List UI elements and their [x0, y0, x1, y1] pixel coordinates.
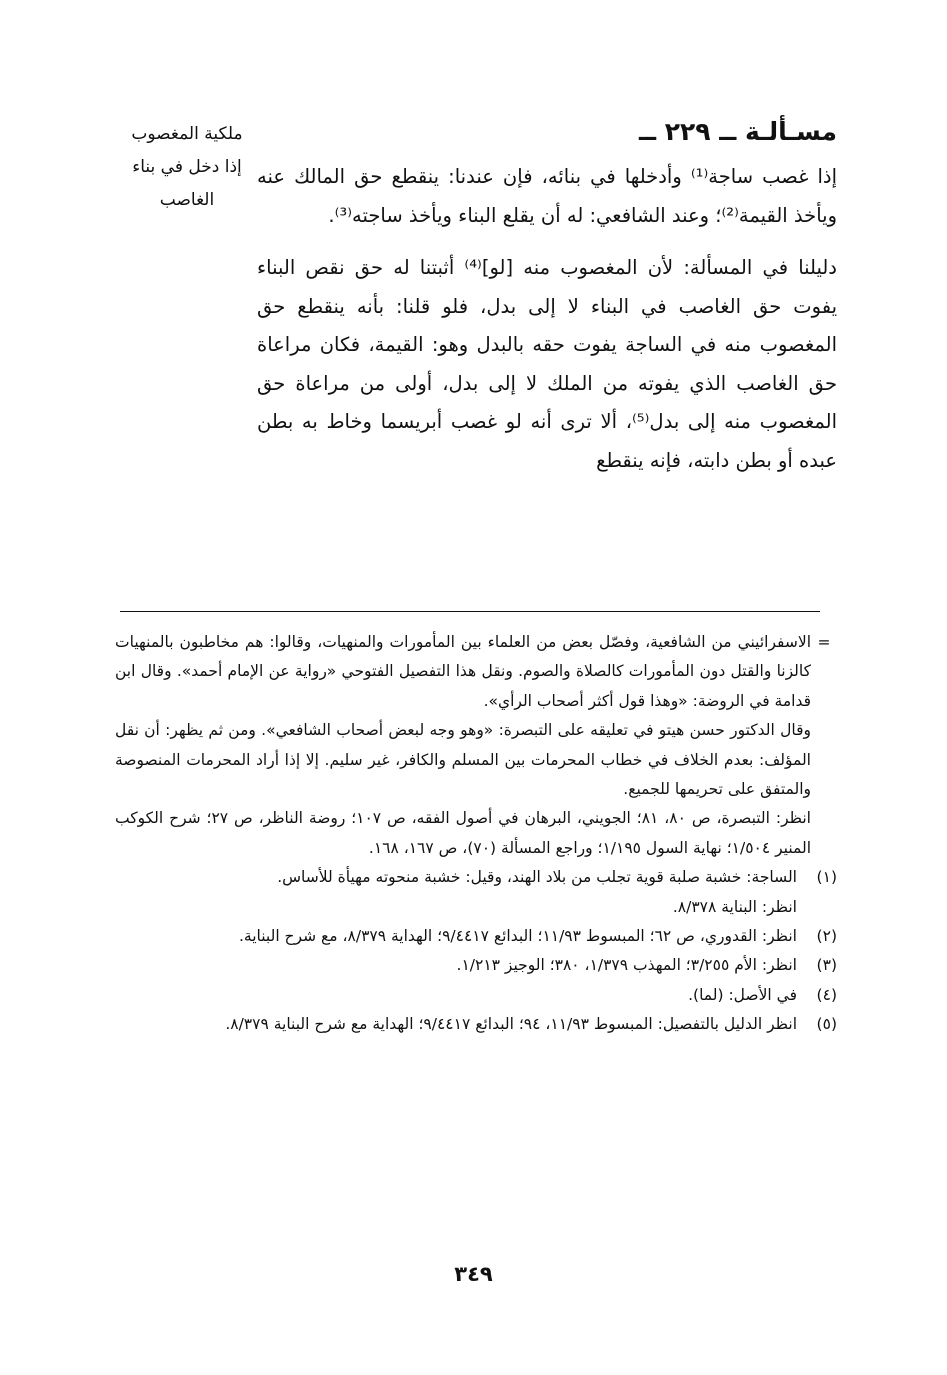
footnote-text: في الأصل: (لما). — [688, 985, 797, 1004]
footnote-item — [115, 922, 837, 951]
issue-title: مسـألـة ــ ٢٢٩ ــ — [638, 117, 837, 146]
margin-note — [117, 118, 257, 217]
footnote-number: (٢) — [816, 927, 837, 946]
footnote-text: الاسفرائيني من الشافعية، وفصّل بعض من العلماء بين المأمورات والمنهيات، وقالوا: هم مخاطبون بالمنهيات كالزنا والقتل دون المأمورات كالصلاة والصوم. ونقل هذا التفصيل الفتوحي «رواية عن الإمام أحمد». وقال ابن قدامة في الروضة: «وهذا قول أكثر أصحاب الرأي». — [115, 633, 811, 710]
footnote-number: (٣) — [816, 956, 837, 975]
continuation-marker: = — [817, 633, 831, 651]
main-text — [257, 112, 837, 480]
footnote-text: انظر: القدوري، ص ٦٢؛ المبسوط ١١/٩٣؛ البدائع ٩/٤٤١٧؛ الهداية ٨/٣٧٩، مع شرح البناية. — [238, 927, 797, 946]
paragraph: دليلنا في المسألة: لأن المغصوب منه [لو]⁽⁴⁾ أثبتنا له حق نقص البناء يفوت حق الغاصب في البناء لا إلى بدل، فلو قلنا: بأنه ينقطع حق المغصوب منه في الساجة يفوت حقه بالبدل وهو: القيمة، فكان مراعاة حق الغاصب الذي يفوته من الملك لا إلى بدل، أولى من مراعاة حق المغصوب منه إلى بدل⁽⁵⁾، ألا ترى أنه لو غصب أبريسما وخاط به بطن عبده أو بطن دابته، فإنه ينقطع — [257, 256, 837, 472]
margin-note-line: ملكية المغصوب — [131, 124, 243, 144]
footnote-text: وقال الدكتور حسن هيتو في تعليقه على التبصرة: «وهو وجه لبعض أصحاب الشافعي». ومن ثم يظهر: أن نقل المؤلف: بعدم الخلاف في خطاب المحرمات بين المسلم والكافر، غير سليم. إلا إذا أراد المحرمات المنصوصة والمتفق على تحريمها للجميع. — [115, 721, 811, 799]
footnotes-section — [115, 628, 837, 1040]
footnote-text: انظر: التبصرة، ص ٨٠، ٨١؛ الجويني، البرهان في أصول الفقه، ص ١٠٧؛ روضة الناظر، ص ٢٧؛ شرح الكوكب المنير ١/٥٠٤؛ نهاية السول ١/١٩٥؛ وراجع المسألة (٧٠)، ص ١٦٧، ١٦٨. — [115, 809, 811, 857]
footnote-text: انظر: البناية ٨/٣٧٨. — [672, 897, 797, 916]
footnote-item — [115, 981, 837, 1010]
footnote-number: (٤) — [816, 985, 837, 1004]
footnote-text: الساجة: خشبة صلبة قوية تجلب من بلاد الهند، وقيل: خشبة منحوته مهيأة للأساس. — [277, 868, 797, 887]
margin-note-line: الغاصب — [159, 190, 215, 210]
footnote-number: (١) — [816, 868, 837, 887]
footnote-item — [115, 1010, 837, 1039]
page-number: ٣٤٩ — [454, 1262, 493, 1286]
paragraph: إذا غصب ساجة⁽¹⁾ وأدخلها في بنائه، فإن عندنا: ينقطع حق المالك عنه ويأخذ القيمة⁽²⁾؛ وعند الشافعي: له أن يقلع البناء ويأخذ ساجته⁽³⁾. — [257, 165, 838, 227]
footnote-number: (٥) — [816, 1015, 837, 1034]
footnote-text: انظر: الأم ٣/٢٥٥؛ المهذب ١/٣٧٩، ٣٨٠؛ الوجيز ١/٢١٣. — [456, 956, 797, 975]
footnote-text: انظر الدليل بالتفصيل: المبسوط ١١/٩٣، ٩٤؛ البدائع ٩/٤٤١٧؛ الهداية مع شرح البناية ٨/٣٧٩. — [225, 1015, 797, 1034]
margin-note-line: إذا دخل في بناء — [132, 157, 242, 177]
footnote-item — [115, 863, 837, 922]
continued-footnote — [115, 628, 837, 863]
footnote-divider — [120, 611, 820, 612]
footnote-item — [115, 951, 837, 980]
